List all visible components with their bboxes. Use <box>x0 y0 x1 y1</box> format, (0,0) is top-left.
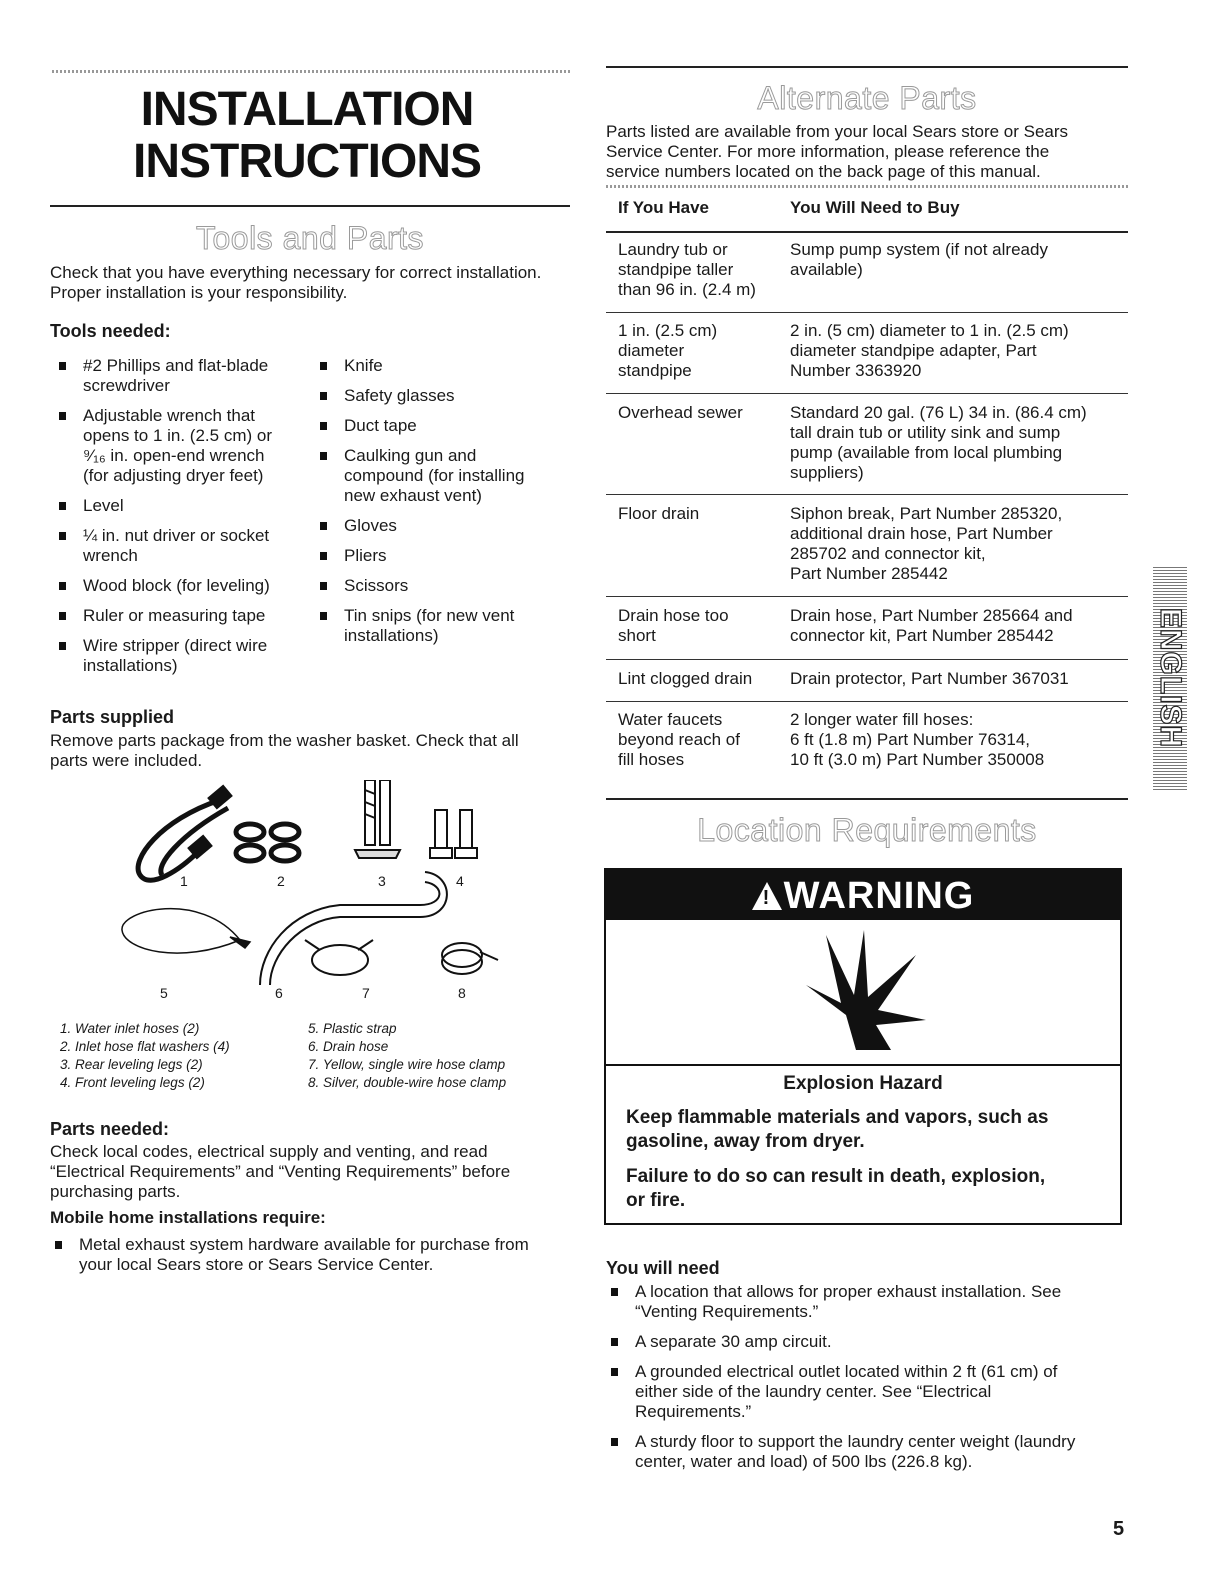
list-item: Knife <box>313 356 583 376</box>
table-rule <box>606 393 1128 394</box>
part-number-1: 1 <box>180 873 188 889</box>
table-rule <box>606 231 1128 233</box>
page-number: 5 <box>1113 1518 1125 1540</box>
alternate-parts-title: Alternate Parts <box>757 80 977 116</box>
table-rule <box>606 494 1128 495</box>
part-number-3: 3 <box>378 873 386 889</box>
language-side-tab <box>1153 565 1187 790</box>
title-line-2: INSTRUCTIONS <box>133 135 481 188</box>
tools-list-right <box>313 356 583 646</box>
warning-box <box>604 868 1122 1225</box>
table-cell-have: Floor drain <box>618 504 700 523</box>
list-item: Caulking gun and compound (for installing new exhaust vent) <box>313 446 583 506</box>
single-wire-clamp-icon <box>305 940 373 975</box>
water-inlet-hoses-icon <box>138 788 229 880</box>
table-header-need: You Will Need to Buy <box>790 198 960 217</box>
parts-needed-text: Check local codes, electrical supply and venting, and read “Electrical Requirements” and “Venting Requirements” before purchasing parts. <box>50 1142 511 1201</box>
list-item: Level <box>52 496 322 516</box>
table-cell-need: Drain protector, Part Number 367031 <box>790 669 1069 688</box>
warning-label: WARNING <box>783 875 975 917</box>
parts-legend-left: 1. Water inlet hoses (2) 2. Inlet hose flat washers (4) 3. Rear leveling legs (2) 4. Front leveling legs (2) <box>60 1021 230 1090</box>
parts-supplied-text: Remove parts package from the washer basket. Check that all parts were included. <box>50 731 519 770</box>
parts-supplied-heading: Parts supplied <box>50 707 175 727</box>
table-cell-need: Drain hose, Part Number 285664 and connector kit, Part Number 285442 <box>790 606 1073 645</box>
alternate-parts-dotted-rule <box>606 185 1128 188</box>
table-cell-need: Siphon break, Part Number 285320, additional drain hose, Part Number 285702 and connector kit, Part Number 285442 <box>790 504 1063 583</box>
table-rule <box>606 701 1128 702</box>
part-number-7: 7 <box>362 985 370 1001</box>
warning-triangle-icon <box>752 882 782 910</box>
list-item: Wood block (for leveling) <box>52 576 322 596</box>
part-number-2: 2 <box>277 873 285 889</box>
table-cell-have: Drain hose too short <box>618 606 729 645</box>
you-will-need-list <box>604 1282 1134 1472</box>
table-cell-need: 2 longer water fill hoses: 6 ft (1.8 m) Part Number 76314, 10 ft (3.0 m) Part Number 350008 <box>790 710 1045 769</box>
plastic-strap-icon <box>122 909 250 953</box>
table-header-have: If You Have <box>618 198 710 217</box>
list-item: A location that allows for proper exhaust installation. See “Venting Requirements.” <box>604 1282 1134 1322</box>
list-item: Adjustable wrench that opens to 1 in. (2.5 cm) or ⁹⁄₁₆ in. open-end wrench (for adjusting dryer feet) <box>52 406 322 486</box>
tools-needed-heading: Tools needed: <box>50 321 171 341</box>
list-item: Wire stripper (direct wire installations) <box>52 636 322 676</box>
list-item: Tin snips (for new vent installations) <box>313 606 583 646</box>
location-requirements-title: Location Requirements <box>697 812 1037 848</box>
tools-section-rule <box>50 205 570 207</box>
parts-legend-right: 5. Plastic strap 6. Drain hose 7. Yellow, single wire hose clamp 8. Silver, double-wire hose clamp <box>308 1021 507 1090</box>
warning-text-1: Keep flammable materials and vapors, such as gasoline, away from dryer. <box>626 1107 1049 1152</box>
tools-intro: Check that you have everything necessary for correct installation. Proper installation is your responsibility. <box>50 263 542 302</box>
alternate-parts-rule <box>606 66 1128 68</box>
mobile-home-list <box>48 1235 578 1275</box>
list-item: A grounded electrical outlet located within 2 ft (61 cm) of either side of the laundry center. See “Electrical Requirements.” <box>604 1362 1134 1422</box>
list-item: A separate 30 amp circuit. <box>604 1332 1134 1352</box>
top-dotted-rule-left <box>52 70 570 73</box>
warning-banner <box>606 870 1120 920</box>
table-cell-have: Water faucets beyond reach of fill hoses <box>618 710 740 769</box>
flat-washers-icon <box>236 824 299 861</box>
title-line-1: INSTALLATION <box>140 83 474 136</box>
warning-text-2: Failure to do so can result in death, explosion, or fire. <box>626 1166 1046 1211</box>
table-cell-have: 1 in. (2.5 cm) diameter standpipe <box>618 321 718 380</box>
tools-list-left <box>52 356 322 676</box>
part-number-5: 5 <box>160 985 168 1001</box>
location-rule <box>606 798 1128 800</box>
table-rule <box>606 659 1128 660</box>
side-tab-label: ENGLISH <box>1154 607 1187 748</box>
part-number-8: 8 <box>458 985 466 1001</box>
list-item: Pliers <box>313 546 583 566</box>
table-cell-have: Laundry tub or standpipe taller than 96 in. (2.4 m) <box>618 240 756 299</box>
parts-illustration <box>100 780 540 1010</box>
rear-leveling-legs-icon <box>355 780 400 858</box>
parts-needed-heading: Parts needed: <box>50 1119 170 1139</box>
table-cell-have: Overhead sewer <box>618 403 743 422</box>
part-number-4: 4 <box>456 873 464 889</box>
table-cell-need: Sump pump system (if not already available) <box>790 240 1048 279</box>
explosion-icon <box>786 925 936 1055</box>
list-item: A sturdy floor to support the laundry center weight (laundry center, water and load) of 500 lbs (226.8 kg). <box>604 1432 1134 1472</box>
list-item: Metal exhaust system hardware available for purchase from your local Sears store or Sears Service Center. <box>48 1235 578 1275</box>
table-cell-have: Lint clogged drain <box>618 669 753 688</box>
part-number-6: 6 <box>275 985 283 1001</box>
list-item: #2 Phillips and flat-blade screwdriver <box>52 356 322 396</box>
drain-hose-icon <box>260 872 447 985</box>
double-wire-clamp-icon <box>442 943 498 974</box>
page-title <box>52 84 562 188</box>
table-cell-need: Standard 20 gal. (76 L) 34 in. (86.4 cm) tall drain tub or utility sink and sump pump (available from local plumbing suppliers) <box>790 403 1087 482</box>
alternate-parts-intro: Parts listed are available from your local Sears store or Sears Service Center. For more information, please reference the service numbers located on the back page of this manual. <box>606 122 1069 181</box>
table-rule <box>606 596 1128 597</box>
front-leveling-legs-icon <box>430 810 477 858</box>
table-rule <box>606 312 1128 313</box>
list-item: Safety glasses <box>313 386 583 406</box>
list-item: ¼ in. nut driver or socket wrench <box>52 526 322 566</box>
list-item: Gloves <box>313 516 583 536</box>
tools-parts-title: Tools and Parts <box>195 220 425 256</box>
table-cell-need: 2 in. (5 cm) diameter to 1 in. (2.5 cm) diameter standpipe adapter, Part Number 3363920 <box>790 321 1069 380</box>
warning-divider <box>606 1064 1120 1066</box>
mobile-home-heading: Mobile home installations require: <box>50 1208 326 1227</box>
list-item: Ruler or measuring tape <box>52 606 322 626</box>
list-item: Duct tape <box>313 416 583 436</box>
hazard-title: Explosion Hazard <box>783 1073 943 1094</box>
you-will-need-heading: You will need <box>606 1258 720 1278</box>
list-item: Scissors <box>313 576 583 596</box>
